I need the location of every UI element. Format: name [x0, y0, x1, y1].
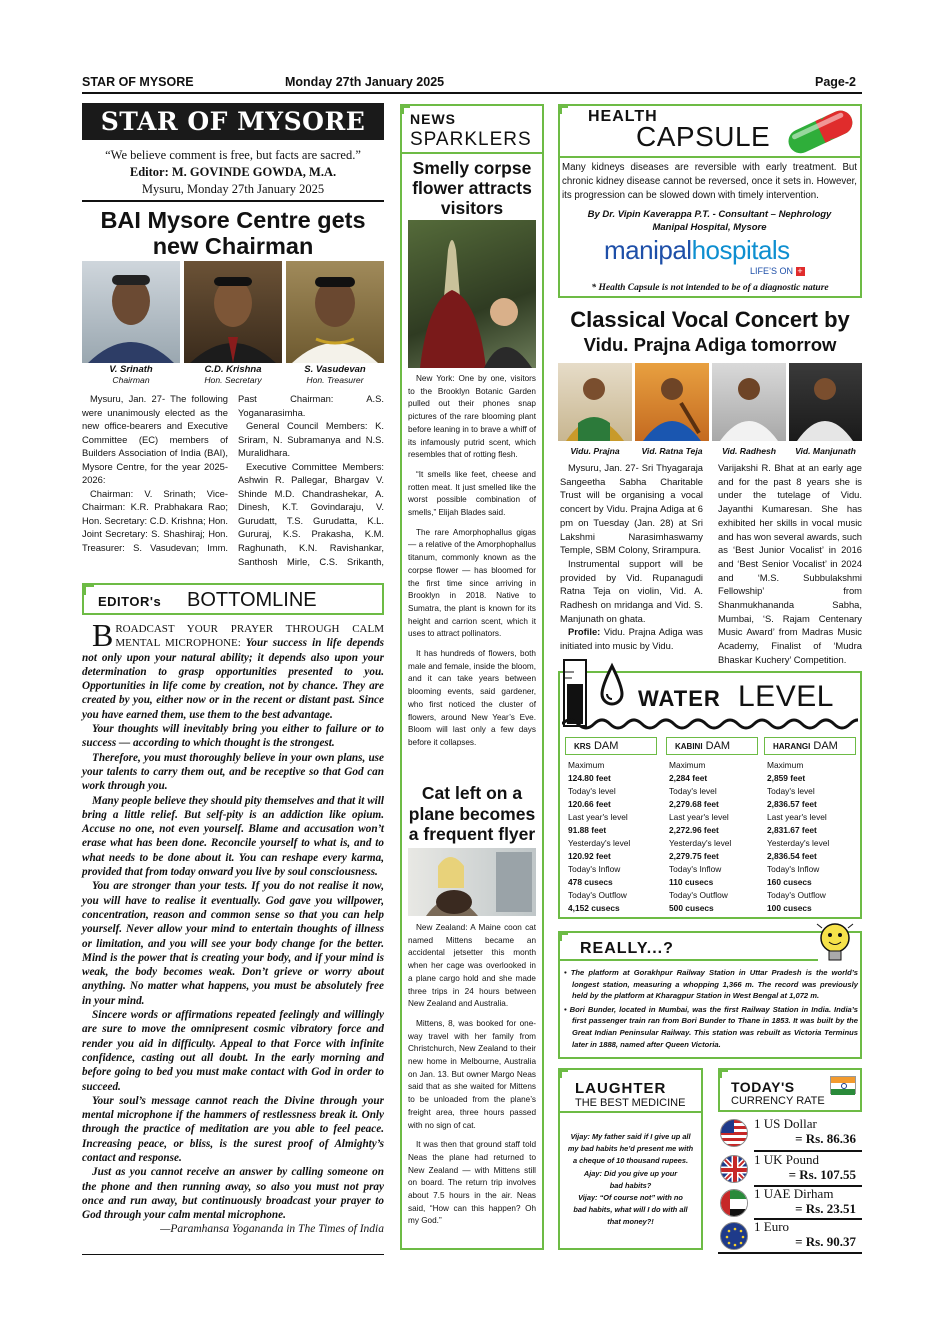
water-label-1: WATER: [638, 686, 721, 711]
dam-row-label: Yesterday's level: [669, 838, 732, 848]
currency-row-usd: [718, 1117, 858, 1150]
dam-name-harangi: HARANGI: [773, 742, 811, 751]
dam-row-value: 124.80 feet: [568, 773, 611, 783]
bai-paragraph: Mysuru, Jan. 27- The following were unanimously elected as the new office-bearers and Executive Committee (EC) members of Builders Association of India (BAI), Mysore Centre, for the year 2025-2026:: [82, 393, 228, 486]
currency-value: [789, 1167, 856, 1183]
editorial-credit: —Paramhansa Yogananda in The Times of India: [160, 1223, 384, 1236]
concert-caption-3: Vid. Radhesh: [721, 446, 777, 456]
dam-row-label: Today's level: [568, 786, 616, 796]
person-name-2: C.D. Krishna: [204, 364, 262, 375]
dam-row-label: Today's level: [669, 786, 717, 796]
dam-row-value: 2,272.96 feet: [669, 825, 719, 835]
joke-line: my bad habits he’d present me with: [567, 1144, 694, 1154]
news-paragraph: It has hundreds of flowers, both male and female, inside the bloom, and it can take years between blooming events, said gardener, who first noticed the cluster of flowers, around New Year’s Eve. Bloom will last only a few days before it collapses.: [408, 649, 536, 747]
bai-body: [82, 392, 384, 578]
dam-row-value: 2,836.54 feet: [767, 851, 817, 861]
joke-line: Vijay: “Of course not” with no: [578, 1193, 683, 1203]
photo-krishna: [184, 261, 282, 363]
uae-flag-icon: [720, 1189, 748, 1217]
editorial-paragraph: Your thoughts will inevitably bring you either to failure or to success — according to which thought is the strongest.: [82, 723, 384, 750]
joke-line: bad habits, what will I do with all: [573, 1205, 688, 1215]
dam-row-label: Today's Outflow: [669, 890, 728, 900]
dam-row-value: 2,859 feet: [767, 773, 806, 783]
currency-value-text: = Rs. 86.36: [795, 1131, 856, 1146]
editorial-paragraph: Your soul’s message cannot reach the Divine through your mental microphone if the hammers of restlessness break it. Only through the practice of meditation are you able to feel peace. Increasing peace, or bliss, is the surest proof of Almighty’s contact and response.: [82, 1094, 384, 1164]
currency-label-1: TODAY'S: [731, 1079, 795, 1095]
corpse-flower-photo: [408, 220, 536, 368]
concert-caption-2: Vid. Ratna Teja: [641, 446, 703, 456]
bai-headline-line1: BAI Mysore Centre gets: [100, 207, 366, 233]
photo-manjunath: [789, 363, 862, 441]
currency-name: 1 UK Pound: [754, 1152, 820, 1167]
india-flag-icon: [830, 1076, 856, 1094]
health-byline: By Dr. Vipin Kaverappa P.T. - Consultant – Nephrology: [587, 209, 832, 220]
joke-line: bad habits?: [609, 1180, 652, 1190]
editorial-body: [82, 617, 385, 1237]
currency-value: [795, 1201, 856, 1217]
person-role-2: Hon. Secretary: [204, 375, 262, 385]
photo-prajna: [558, 363, 632, 441]
joke-line: Vijay: My father said if I give up all: [570, 1132, 691, 1141]
dam-row-label: Today's Outflow: [568, 890, 627, 900]
logo-text-2: hospitals: [691, 235, 790, 265]
person-name-3: S. Vasudevan: [304, 364, 366, 375]
currency-value-text: = Rs. 90.37: [795, 1234, 856, 1249]
currency-value-text: = Rs. 107.55: [788, 1167, 856, 1182]
capsule-pill-icon: [780, 108, 860, 154]
running-paper-name: STAR OF MYSORE: [82, 75, 194, 89]
dam-row-value: 2,284 feet: [669, 773, 708, 783]
concert-paragraph: Vidu. Prajna Adiga was initiated into music by Vidu.: [560, 626, 703, 652]
water-label-2: LEVEL: [738, 680, 834, 713]
logo-text-1: manipal: [604, 235, 692, 265]
news-label-1: NEWS: [410, 111, 456, 127]
dam-values-krs: [568, 759, 630, 915]
photo-srinath: [82, 261, 180, 363]
dam-row-value: 160 cusecs: [767, 877, 812, 887]
news-article-2: [408, 922, 536, 1228]
bai-paragraph: Chairman: V. Srinath; Vice-Chairman: K.R. Prabhakara Rao; Hon. Secretary: C.D. Krishna; Hon. Joint Secretary: S. Shashiraj; Hon. Treasurer: S. Vasudevan; Imm. Past Chairman: A.S. Yoganarasimha.: [82, 393, 384, 554]
editorial-paragraph: Therefore, you must thoroughly believe in your own plans, use your talents to carry them out, and be receptive so that God can work through you.: [82, 751, 384, 793]
dam-row-label: Maximum: [669, 760, 706, 770]
us-flag-icon: [720, 1119, 748, 1147]
editorial-label-1: EDITOR's: [98, 594, 162, 609]
dam-values-harangi: [767, 759, 829, 915]
editorial-paragraph: Sincere words or affirmations repeated feelingly and willingly are sure to move the omnipresent cosmic vibratory force and render you aid in difficulty. Appeal to that Force with infinite confidence, casting out all doubt. In the early morning and before going to bed you must make contact with God in order to succeed.: [82, 1009, 384, 1093]
currency-label-2: CURRENCY RATE: [731, 1095, 825, 1107]
dam-row-label: Last year's level: [767, 812, 827, 822]
lightbulb-icon: [814, 920, 856, 968]
person-name-1: V. Srinath: [109, 364, 153, 375]
dam-suffix: DAM: [593, 740, 619, 752]
really-item: Bori Bunder, located in Mumbai, was the first Railway Station in India. India’s first passenger train ran from Bori Bunder to Thane in 1853. It was built by the Great Indian Peninsular Railway. This station was rebuilt as Victoria Terminus later in 1888, named after Queen Victoria.: [569, 1004, 858, 1049]
currency-row-gbp: [718, 1153, 858, 1186]
editorial-lead: ROADCAST YOUR PRAYER THROUGH CALM MENTAL MICROPHONE:: [115, 623, 384, 650]
bai-paragraph: General Council Members: K. Sriram, N. Subramanya and N.S. Muralidhara.: [238, 420, 384, 459]
dam-row-value: 120.66 feet: [568, 799, 611, 809]
photo-vasudevan: [286, 261, 384, 363]
dam-row-label: Yesterday's level: [767, 838, 830, 848]
news-label-2: SPARKLERS: [410, 129, 532, 150]
news-paragraph: New Zealand: A Maine coon cat named Mittens became an accidental jetsetter this month when her cage was overlooked in a plane cargo hold and she made three trips in 24 hours between New Zealand and Australia.: [408, 923, 536, 1009]
dam-name-kabini: KABINI: [675, 742, 703, 751]
dam-tab-harangi: [764, 737, 856, 755]
concert-profile-label: Profile:: [568, 626, 601, 638]
dam-row-label: Last year's level: [669, 812, 729, 822]
dam-row-label: Today's level: [767, 786, 815, 796]
bai-paragraph: Executive Committee Members: Ashwin R. Pallegar, Bhargav V. Shinde M.D. Chandrashekar, A. Dinesh, K.T. Govindaraju, V. Gurudatt, T.S. Gurudatta, K.L. Gururaj, K.S. Prakasha, K.M. Raghunath, K.N. Ravishankar, Santhosh Mirle, C.S. Srikanth,: [238, 460, 384, 567]
red-cross-icon: +: [797, 266, 803, 276]
concert-caption-1: Vidu. Prajna: [570, 446, 620, 456]
health-label-2: CAPSULE: [636, 121, 771, 152]
concert-left-column: [560, 461, 703, 653]
dam-values-kabini: [669, 759, 731, 915]
news-paragraph: The rare Amorphophallus gigas — a relative of the Amorphophallus titanum, commonly known as the corpse flower — has bloomed for the first time since arriving in Brooklyn in 2018. Native to Sumatra, the plant is known for its height and carrion scent, which it uses to attract pollinators.: [408, 527, 536, 639]
dam-row-value: 110 cusecs: [669, 877, 714, 887]
really-item: The platform at Gorakhpur Railway Station in Uttar Pradesh is the world’s longest station, measuring a whopping 1,366 m. The record was previously held by the platform at Kharagpur Station in West Bengal at 1,072 m.: [570, 968, 858, 1001]
person-role-3: Hon. Treasurer: [306, 375, 364, 385]
dam-row-label: Last year's level: [568, 812, 628, 822]
dam-row-value: 2,279.68 feet: [669, 799, 719, 809]
currency-value-text: = Rs. 23.51: [795, 1201, 856, 1216]
dam-suffix: DAM: [705, 740, 731, 752]
really-label: REALLY...?: [580, 940, 674, 957]
photo-ratna-teja: [635, 363, 709, 441]
joke-line: a cheque of 10 thousand rupees.: [573, 1156, 688, 1166]
health-hospital: Manipal Hospital, Mysore: [652, 222, 767, 233]
dam-name-krs: KRS: [574, 742, 591, 751]
manipal-logo: [604, 235, 790, 266]
dam-row-label: Yesterday's level: [568, 838, 631, 848]
currency-name: 1 Euro: [754, 1219, 790, 1234]
person-role-1: Chairman: [112, 375, 150, 385]
news-paragraph: New York: One by one, visitors to the Brooklyn Botanic Garden pulled out their phones snap pictures of the rare blooming plant before leaning in to brave a whiff of its infamously putrid scent, which resembles that of rotting flesh.: [408, 374, 536, 460]
dam-row-value: 100 cusecs: [767, 903, 812, 913]
currency-row-eur: [718, 1220, 858, 1253]
laughter-label-2: THE BEST MEDICINE: [575, 1097, 686, 1109]
news-paragraph: Mittens, 8, was booked for one-way travel with her family from Christchurch, New Zealand to their new home in Melbourne, Australia on Jan. 13. But owner Margo Neas said that as she waited for Mittens to be unloaded from the plane’s freight area, three hours passed with no sign of cat.: [408, 1018, 536, 1130]
news-paragraph: It was then that ground staff told Neas the plane had returned to New Zealand — with Mittens still on board. The return trip involves about 7.5 hours in the air. Neas said, “How can this happen? Oh my God.”: [408, 1140, 536, 1226]
editorial-paragraph: Just as you cannot receive an answer by calling someone on the phone and then running away, so also you must not pray once and run away, but continuously broadcast your prayer to God through your calm mental microphone.: [82, 1166, 384, 1222]
dam-row-value: 120.92 feet: [568, 851, 611, 861]
concert-right-column: Varijakshi R. Bhat at an early age and for the past 8 years she is under the tutelage of Vidu. Jayanthi Kumaresan. She has exhibited her skills in vocal music and has won several awards, such as ‘Best Junior Vocalist’ in 2016 and ‘Best Senior Vocalist’ in 2024 and ‘M.S. Subbulakshmi Fellowship’ from Shanmukhananda Sabha, Mumbai, ‘S. Rajam Centenary Music Award’ from Madras Music Academy, Finalist of ‘Mudra Bhaskar Kuchery’ Competition.: [718, 462, 862, 665]
water-waves: [562, 716, 858, 732]
currency-value: [795, 1131, 856, 1147]
news-paragraph: “It smells like feet, cheese and rotten meat. It just smelled like the worst possible combination of smells,” Elijah Blades said.: [408, 469, 536, 518]
uk-flag-icon: [720, 1155, 748, 1183]
really-list: • The platform at Gorakhpur Railway Station in Uttar Pradesh is the world’s longest station, measuring a whopping 1,366 m. The record was previously held by the platform at Kharagpur Station in West Bengal at 1,072 m. • Bori Bunder, located in Mumbai, was the first Railway Station in India. India’s first passenger train ran from Bori Bunder to Thane in 1853. It was built by the Great Indian Peninsular Railway. This station was rebuilt as Victoria Terminus later in 1888, named after Queen Victoria.: [564, 968, 858, 1049]
editorial-paragraph: Many people believe they should pity themselves and that it will bring a little relief. But self-pity is an addiction like opium. Accuse no one, not even yourself. Blame and accusation won’t erase what has been done. Reconcile yourself to what is, and to what needs to be done about it. You can reshape every karma, provided that from today onward you live by soul consciousness.: [82, 794, 384, 879]
news-headline-1: Smelly corpse flower attracts visitors: [412, 158, 532, 218]
laughter-joke: [560, 1131, 701, 1229]
health-text: Many kidneys diseases are reversible with early treatment. But chronic kidney disease cannot be reversed, once it sets in. However, its progression can be slowed down with timely intervention.: [562, 162, 857, 201]
concert-paragraph: Instrumental support will be provided by Vid. Rupanagudi Ratna Teja on violin, Vid. A. Radhesh on mridanga and Vid. S. Manjunath on ghata.: [560, 557, 703, 624]
masthead-title: STAR OF MYSORE: [100, 107, 366, 136]
running-date: Monday 27th January 2025: [285, 75, 445, 89]
dam-row-label: Maximum: [767, 760, 804, 770]
editorial-dropcap: B: [92, 617, 114, 653]
dam-tab-krs: [565, 737, 657, 755]
currency-value: [795, 1234, 856, 1250]
editorial-label-box: [82, 583, 384, 615]
masthead-motto: “We believe comment is free, but facts are sacred.”: [105, 148, 361, 162]
masthead-bar: [82, 103, 384, 140]
currency-name: 1 UAE Dirham: [754, 1186, 834, 1201]
eu-flag-icon: [720, 1222, 748, 1250]
concert-caption-4: Vid. Manjunath: [795, 446, 856, 456]
dam-row-value: 2,279.75 feet: [669, 851, 719, 861]
dam-row-value: 4,152 cusecs: [568, 903, 620, 913]
logo-tagline: LIFE’S ON: [750, 266, 794, 276]
editorial-paragraph: You are stronger than your tests. If you do not realise it now, you will have to realise it eventually. God gave you willpower, concentration, reason and common sense so that you can help yourself. Never allow your mind to entertain thoughts of illness or limitation, and you will see your body change for the better. Mind is the power that is creating your body, and if your mind is weak, the body becomes weak. Don’t grieve or worry about anything. No matter what happens, you must be absolutely free in your mind.: [82, 880, 384, 1007]
cat-photo: [408, 848, 536, 916]
dam-suffix: DAM: [813, 740, 838, 752]
dam-row-label: Maximum: [568, 760, 605, 770]
page-number: Page-2: [815, 75, 856, 89]
news-article-1: [408, 373, 536, 750]
dam-row-value: 2,836.57 feet: [767, 799, 817, 809]
dam-tab-kabini: [666, 737, 758, 755]
laughter-label-1: LAUGHTER: [575, 1080, 667, 1097]
editorial-label-2: BOTTOMLINE: [187, 589, 317, 611]
dam-row-label: Today's Outflow: [767, 890, 826, 900]
news-headline-2: Cat left on a plane becomes a frequent flyer: [408, 783, 536, 844]
health-label-1: HEALTH: [588, 108, 658, 125]
masthead-editor: Editor: M. GOVINDE GOWDA, M.A.: [129, 165, 337, 179]
concert-headline-1: Classical Vocal Concert by: [570, 307, 850, 332]
bai-headline-line2: new Chairman: [152, 233, 314, 259]
concert-headline-2: Vidu. Prajna Adiga tomorrow: [583, 334, 837, 355]
dam-row-label: Today's Inflow: [669, 864, 722, 874]
editorial-paragraph: Your success in life depends not only upon your natural ability; it depends also upon your determination to grasp opportunities presented to you. Opportunities in life come by creation, not by chance. They are created by you, either now or in the recent or distant past. Since you have earned them, use them to the best advantage.: [82, 637, 385, 721]
dam-row-value: 500 cusecs: [669, 903, 714, 913]
photo-radhesh: [712, 363, 786, 441]
dam-row-label: Today's Inflow: [767, 864, 820, 874]
dam-row-value: 91.88 feet: [568, 825, 607, 835]
joke-line: that money?!: [607, 1217, 654, 1227]
masthead-dateline: Mysuru, Monday 27th January 2025: [141, 182, 325, 196]
currency-row-aed: [718, 1187, 858, 1220]
news-sparklers-header: [400, 104, 544, 154]
dam-row-value: 2,831.67 feet: [767, 825, 817, 835]
joke-line: Ajay: Did you give up your: [583, 1168, 678, 1178]
currency-name: 1 US Dollar: [754, 1116, 817, 1131]
dam-row-label: Today's Inflow: [568, 864, 621, 874]
dam-row-value: 478 cusecs: [568, 877, 613, 887]
health-disclaimer: * Health Capsule is not intended to be of a diagnostic nature: [591, 283, 829, 293]
concert-paragraph: Mysuru, Jan. 27- Sri Thyagaraja Sangeetha Sabha Charitable Trust will be organising a vocal concert by Vidu. Prajna Adiga at 6 pm on Tuesday (Jan. 28) at Sri Lakshmi Narasimhaswamy Temple, SBM Colony, Srirampura.: [560, 462, 703, 556]
